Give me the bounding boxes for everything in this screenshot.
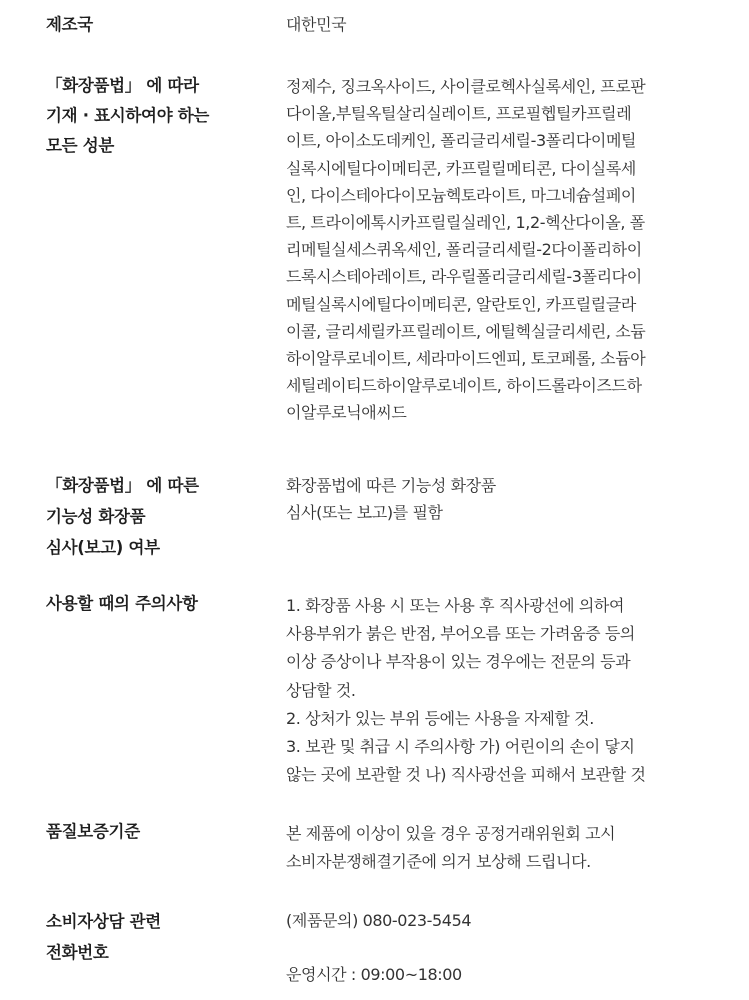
value-line: 세틸레이티드하이알루로네이트, 하이드롤라이즈드하 bbox=[286, 376, 642, 396]
value-line: 대한민국 bbox=[286, 15, 347, 34]
value-line: 인, 다이스테아다이모늄헥토라이트, 마그네슘설페이 bbox=[286, 185, 636, 205]
value-line: 정제수, 징크옥사이드, 사이클로헥사실록세인, 프로판 bbox=[286, 77, 646, 96]
value-line: 상담할 것. bbox=[286, 680, 356, 700]
label-customer-service-phone bbox=[46, 906, 276, 968]
label-line: 심사(보고) 여부 bbox=[46, 538, 160, 557]
value-customer-service-phone bbox=[286, 907, 706, 988]
value-line: 이상 증상이나 부작용이 있는 경우에는 전문의 등과 bbox=[286, 652, 631, 672]
value-line: 메틸실록시에틸다이메티콘, 알란토인, 카프릴릴글라 bbox=[286, 294, 636, 314]
value-line: 하이알루로네이트, 세라마이드엔피, 토코페롤, 소듐아 bbox=[286, 349, 646, 369]
value-functional-cosmetic-review bbox=[286, 472, 706, 526]
operating-hours: 운영시간 : 09:00~18:00 bbox=[286, 965, 462, 984]
value-all-ingredients bbox=[286, 73, 706, 427]
label-line: 모든 성분 bbox=[46, 136, 115, 155]
value-line: 소비자분쟁해결기준에 의거 보상해 드립니다. bbox=[286, 852, 591, 871]
label-line: 사용할 때의 주의사항 bbox=[46, 594, 198, 613]
label-line: 「화장품법」 에 따른 bbox=[46, 476, 199, 495]
label-line: 전화번호 bbox=[46, 943, 109, 962]
value-line: 트, 트라이에톡시카프릴릴실레인, 1,2-헥산다이올, 폴 bbox=[286, 213, 645, 233]
label-quality-guarantee bbox=[46, 817, 276, 847]
spacer-line bbox=[286, 934, 706, 961]
value-usage-precautions bbox=[286, 592, 706, 789]
value-line: 이콜, 글리세릴카프릴레이트, 에틸헥실글리세린, 소듐 bbox=[286, 321, 646, 341]
value-line: 실록시에틸다이메티콘, 카프릴릴메티콘, 다이실록세 bbox=[286, 158, 636, 178]
value-line: 리메틸실세스퀴옥세인, 폴리글리세릴-2다이폴리하이 bbox=[286, 240, 642, 260]
label-functional-cosmetic-review bbox=[46, 470, 276, 563]
value-line: 드록시스테아레이트, 라우릴폴리글리세릴-3폴리다이 bbox=[286, 267, 642, 287]
label-line: 제조국 bbox=[46, 15, 93, 34]
value-line: 심사(또는 보고)를 필함 bbox=[286, 503, 443, 522]
value-line: 본 제품에 이상이 있을 경우 공정거래위원회 고시 bbox=[286, 824, 616, 843]
phone-number: (제품문의) 080-023-5454 bbox=[286, 911, 472, 930]
value-line: 않는 곳에 보관할 것 나) 직사광선을 피해서 보관할 것 bbox=[286, 765, 646, 785]
label-usage-precautions bbox=[46, 589, 276, 619]
label-country-of-manufacture bbox=[46, 10, 276, 40]
value-line: 사용부위가 붉은 반점, 부어오름 또는 가려움증 등의 bbox=[286, 624, 635, 644]
value-country-of-manufacture bbox=[286, 11, 706, 38]
value-line: 화장품법에 따른 기능성 화장품 bbox=[286, 476, 496, 495]
value-line: 3. 보관 및 취급 시 주의사항 가) 어린이의 손이 닿지 bbox=[286, 737, 635, 757]
value-line: 다이올,부틸옥틸살리실레이트, 프로필헵틸카프릴레 bbox=[286, 104, 632, 124]
label-line: 품질보증기준 bbox=[46, 822, 140, 841]
label-line: 기능성 화장품 bbox=[46, 507, 146, 526]
label-line: 「화장품법」 에 따라 bbox=[46, 76, 199, 95]
label-line: 기재 · 표시하여야 하는 bbox=[46, 106, 210, 125]
value-quality-guarantee bbox=[286, 820, 706, 876]
value-line: 2. 상처가 있는 부위 등에는 사용을 자제할 것. bbox=[286, 708, 594, 728]
label-line: 소비자상담 관련 bbox=[46, 912, 161, 931]
label-all-ingredients bbox=[46, 71, 276, 161]
value-line: 이트, 아이소도데케인, 폴리글리세릴-3폴리다이메틸 bbox=[286, 131, 637, 151]
value-line: 이알루로닉애씨드 bbox=[286, 403, 407, 423]
value-line: 1. 화장품 사용 시 또는 사용 후 직사광선에 의하여 bbox=[286, 596, 625, 615]
